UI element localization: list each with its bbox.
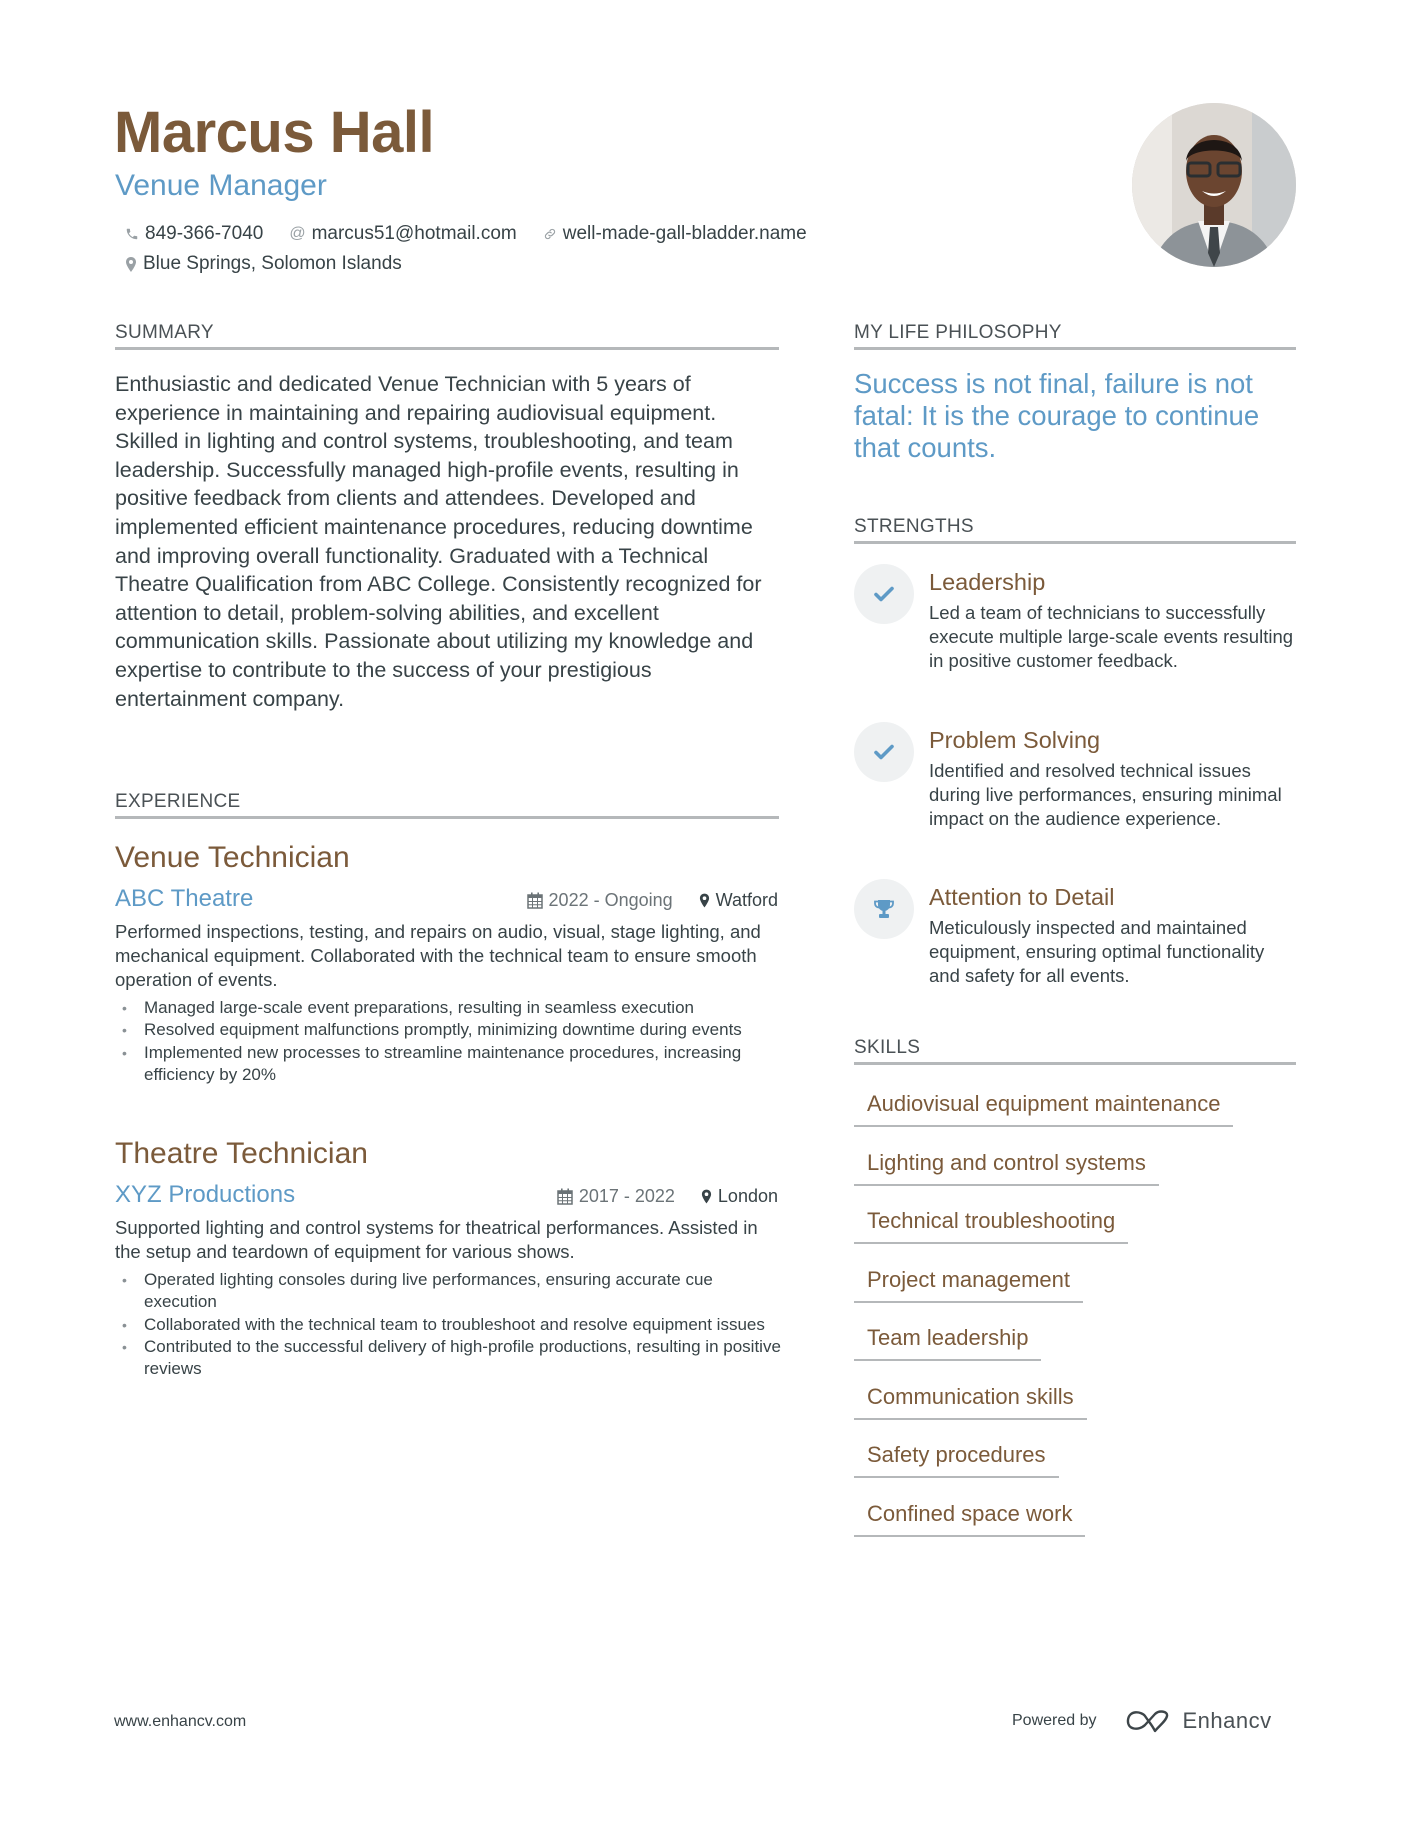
job-bullets xyxy=(115,997,785,1086)
bullet-item: • Implemented new processes to streamline maintenance procedures, increasing efficiency by 20% xyxy=(115,1042,785,1087)
candidate-name: Marcus Hall xyxy=(114,100,435,165)
trophy-icon xyxy=(854,879,914,939)
enhancv-logo-icon xyxy=(1125,1708,1171,1734)
strength-title: Leadership xyxy=(929,569,1046,595)
summary-text: Enthusiastic and dedicated Venue Technician with 5 years of experience in maintaining and repairing audiovisual equipment. Skilled in lighting and control systems, troubleshooting, and team leadership. Successfully managed high-profile events, resulting in positive feedback from clients and attendees. Developed and implemented efficient maintenance procedures, reducing downtime and improving overall functionality. Graduated with a Technical Theatre Qualification from ABC College. Consistently recognized for attention to detail, problem-solving abilities, and excellent communication skills. Passionate about utilizing my knowledge and expertise to contribute to the success of your prestigious entertainment company. xyxy=(115,372,762,711)
skill-tag: Audiovisual equipment maintenance xyxy=(854,1087,1233,1127)
profile-photo xyxy=(1132,103,1296,267)
candidate-title: Venue Manager xyxy=(115,169,327,202)
footer-branding xyxy=(1012,1708,1272,1734)
job-meta xyxy=(557,1184,778,1208)
summary-divider xyxy=(115,347,779,350)
skill-tag: Safety procedures xyxy=(854,1438,1059,1478)
calendar-icon xyxy=(557,1188,573,1205)
job-location: Watford xyxy=(699,888,778,912)
contact-website xyxy=(543,222,807,246)
email-address[interactable]: marcus51@hotmail.com xyxy=(311,223,517,244)
skill-tag: Technical troubleshooting xyxy=(854,1204,1128,1244)
checkmark-icon xyxy=(854,722,914,782)
job-title: Venue Technician xyxy=(115,841,350,874)
job-dates: 2017 - 2022 xyxy=(557,1184,675,1208)
footer-website[interactable]: www.enhancv.com xyxy=(114,1713,247,1730)
job-description: Supported lighting and control systems for theatrical performances. Assisted in the setup and teardown of equipment for various shows. xyxy=(115,1217,758,1262)
bullet-item: • Contributed to the successful delivery of high-profile productions, resulting in positive reviews xyxy=(115,1336,785,1381)
phone-icon xyxy=(125,227,139,241)
location-pin-icon xyxy=(125,257,137,272)
skill-tag: Lighting and control systems xyxy=(854,1146,1159,1186)
experience-divider xyxy=(115,816,779,819)
contact-row-2 xyxy=(125,252,428,276)
calendar-icon xyxy=(527,892,543,909)
philosophy-heading: MY LIFE PHILOSOPHY xyxy=(854,322,1062,343)
strength-description: Identified and resolved technical issues during live performances, ensuring minimal impact on the audience experience. xyxy=(929,760,1282,829)
job-bullets xyxy=(115,1269,785,1380)
job-meta xyxy=(527,888,778,912)
job-title: Theatre Technician xyxy=(115,1137,368,1170)
strength-description: Meticulously inspected and maintained equipment, ensuring optimal functionality and safety for all events. xyxy=(929,917,1265,986)
location-pin-icon xyxy=(701,1189,712,1204)
phone-number[interactable]: 849-366-7040 xyxy=(145,223,264,244)
bullet-item: • Collaborated with the technical team to troubleshoot and resolve equipment issues xyxy=(115,1314,785,1336)
contact-location xyxy=(125,252,402,276)
skills-divider xyxy=(854,1062,1296,1065)
bullet-item: • Managed large-scale event preparations, resulting in seamless execution xyxy=(115,997,785,1019)
philosophy-quote: Success is not final, failure is not fatal: It is the courage to continue that counts. xyxy=(854,368,1260,463)
contact-phone xyxy=(125,222,263,246)
philosophy-divider xyxy=(854,347,1296,350)
strength-description: Led a team of technicians to successfully execute multiple large-scale events resulting in positive customer feedback. xyxy=(929,602,1294,671)
link-icon xyxy=(543,227,557,241)
website-link[interactable]: well-made-gall-bladder.name xyxy=(562,223,807,244)
bullet-item: • Resolved equipment malfunctions promptly, minimizing downtime during events xyxy=(115,1019,785,1041)
bullet-item: • Operated lighting consoles during live performances, ensuring accurate cue execution xyxy=(115,1269,785,1314)
experience-heading: EXPERIENCE xyxy=(115,791,241,812)
job-location: London xyxy=(701,1184,778,1208)
strengths-divider xyxy=(854,541,1296,544)
skill-tag: Project management xyxy=(854,1263,1083,1303)
company-name: XYZ Productions xyxy=(115,1181,296,1208)
skill-tag: Confined space work xyxy=(854,1497,1085,1537)
contact-row xyxy=(125,222,833,246)
location-pin-icon xyxy=(699,893,710,908)
job-dates: 2022 - Ongoing xyxy=(527,888,673,912)
at-icon: @ xyxy=(289,225,306,242)
strength-title: Attention to Detail xyxy=(929,884,1115,910)
skill-tag: Team leadership xyxy=(854,1321,1041,1361)
job-description: Performed inspections, testing, and repairs on audio, visual, stage lighting, and mechanical equipment. Collaborated with the technical team to ensure smooth operation of events. xyxy=(115,921,761,990)
enhancv-brand: Enhancv xyxy=(1182,1708,1272,1733)
checkmark-icon xyxy=(854,564,914,624)
powered-by-label: Powered by xyxy=(1012,1712,1097,1729)
strength-title: Problem Solving xyxy=(929,727,1101,753)
location-text: Blue Springs, Solomon Islands xyxy=(143,253,402,274)
strengths-heading: STRENGTHS xyxy=(854,516,974,537)
skill-tag: Communication skills xyxy=(854,1380,1087,1420)
contact-email xyxy=(289,222,516,246)
summary-heading: SUMMARY xyxy=(115,322,214,343)
company-name: ABC Theatre xyxy=(115,885,254,912)
skills-heading: SKILLS xyxy=(854,1037,921,1058)
